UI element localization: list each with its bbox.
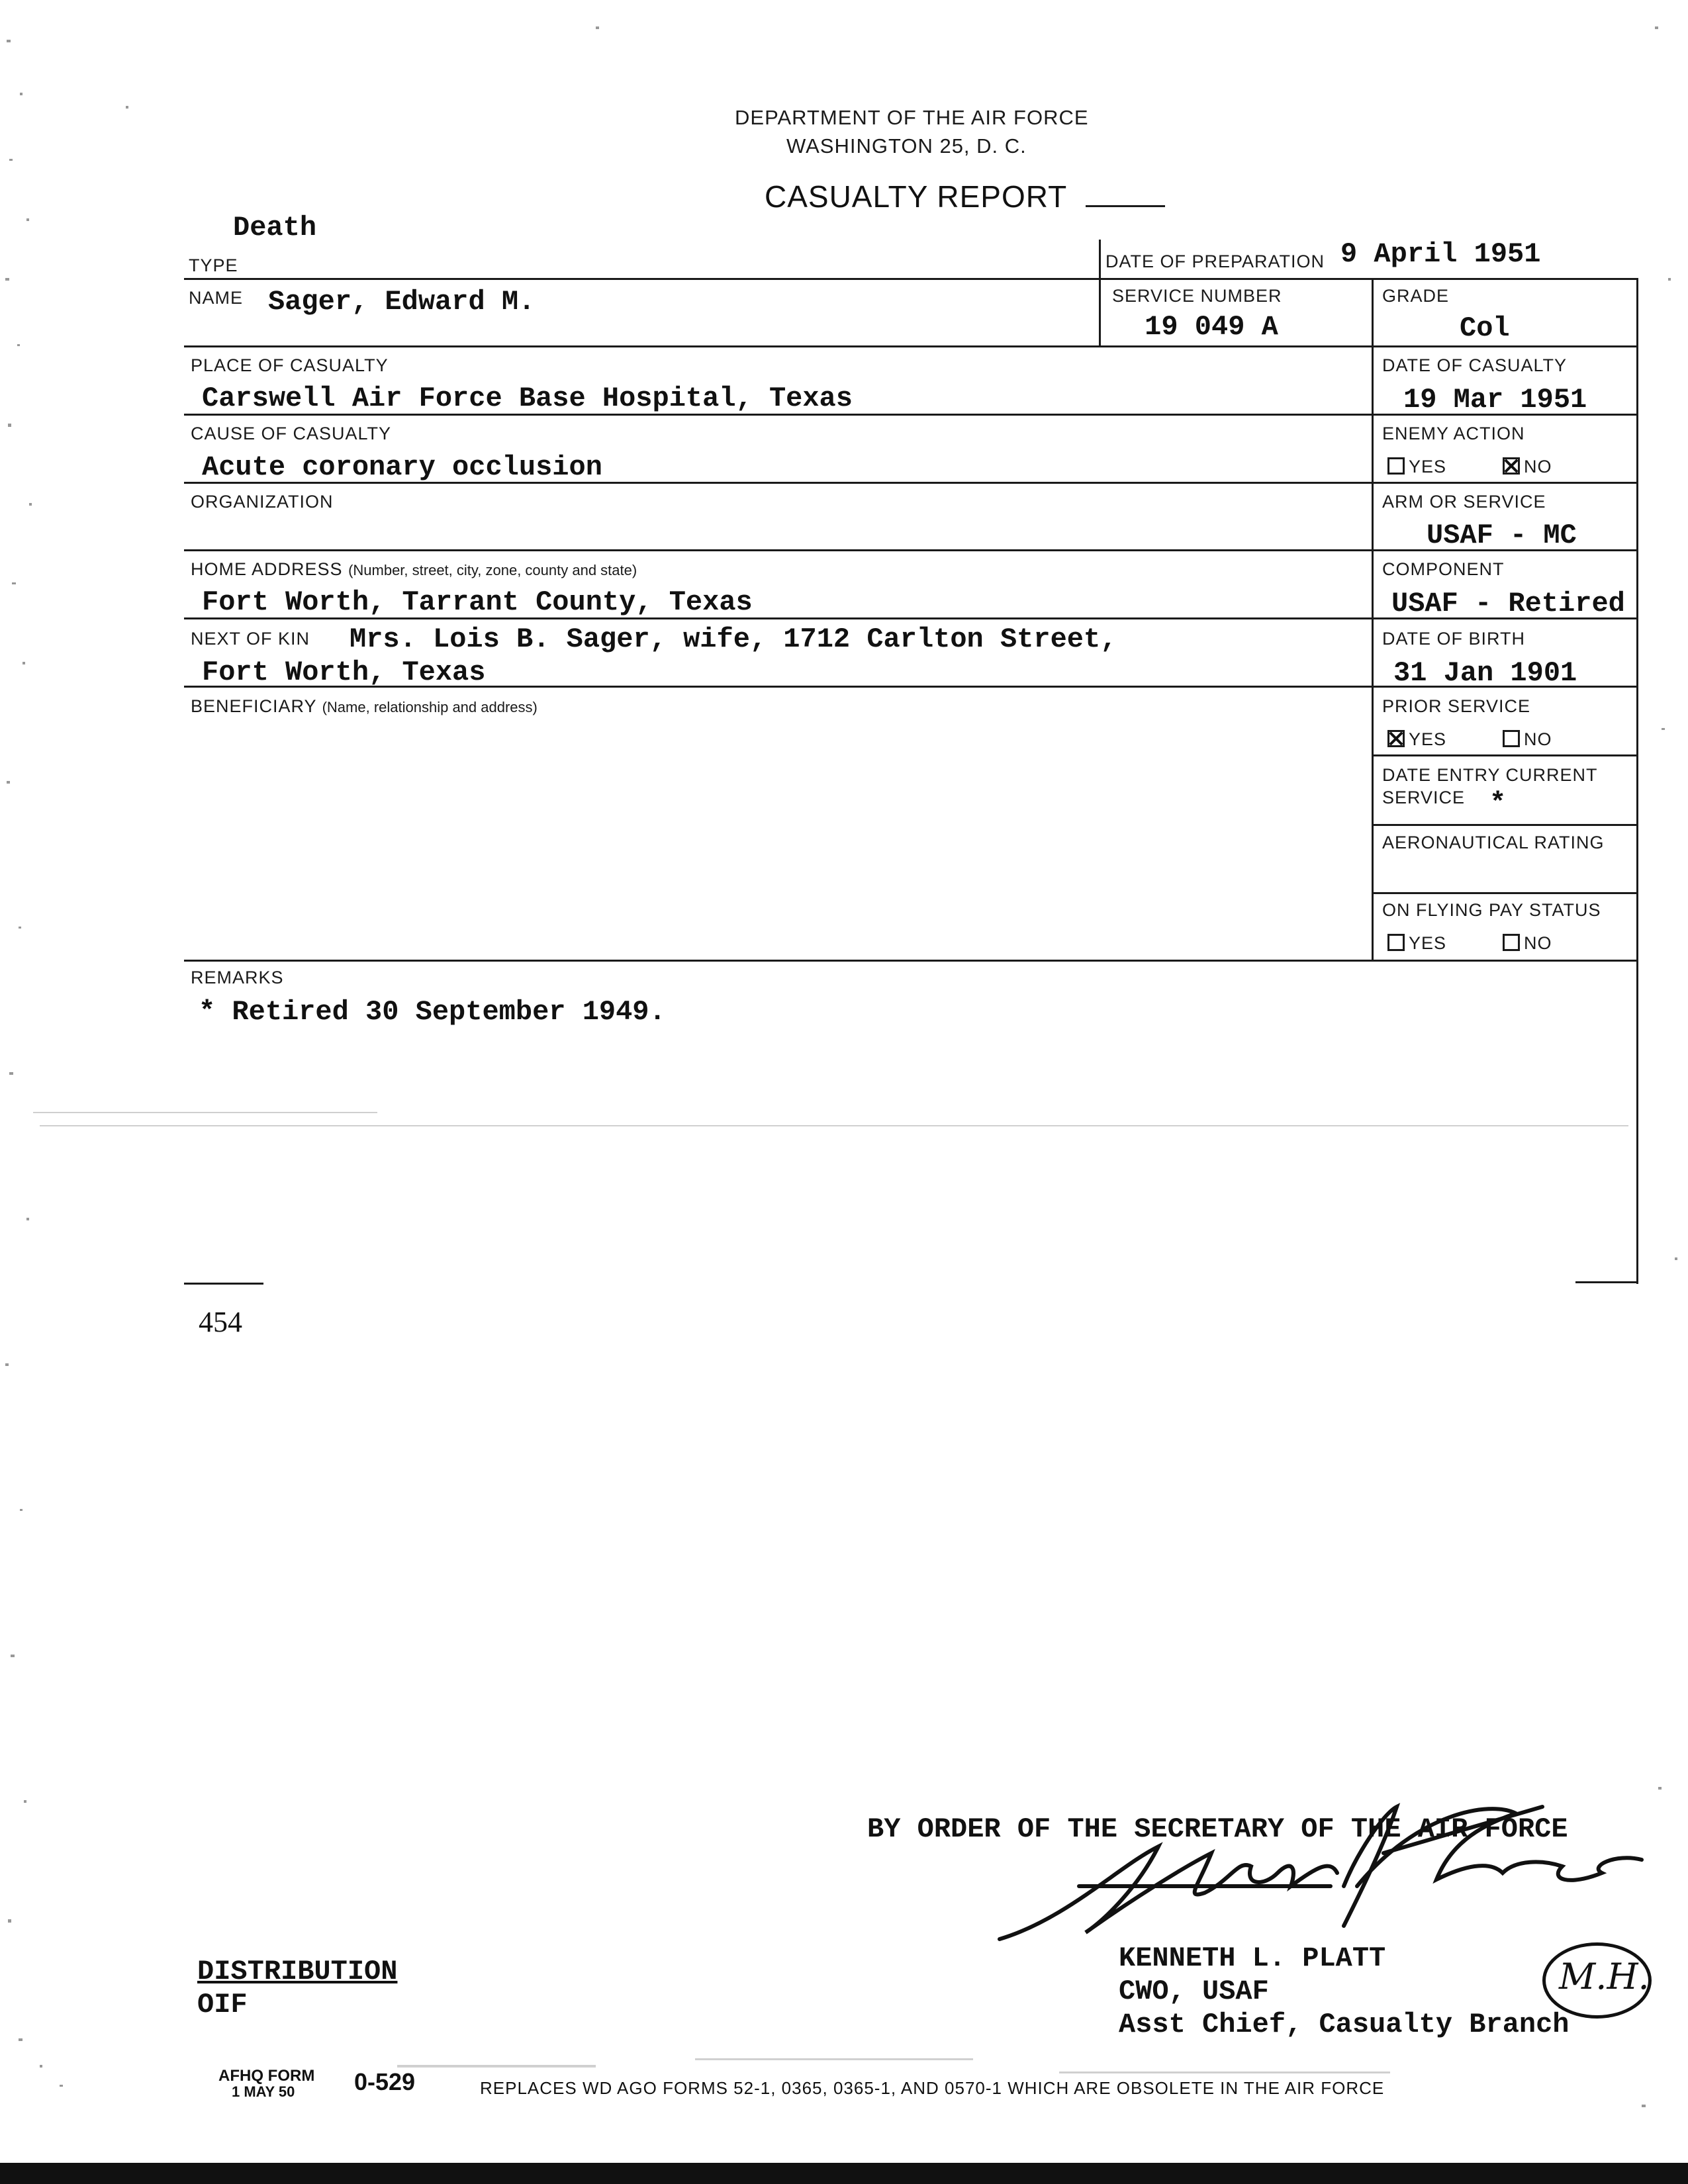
enemy-action-label: ENEMY ACTION bbox=[1382, 424, 1525, 443]
department-heading: DEPARTMENT OF THE AIR FORCE bbox=[735, 106, 1089, 129]
date-of-preparation-label: DATE OF PREPARATION bbox=[1105, 251, 1325, 271]
component-value: USAF - Retired bbox=[1391, 588, 1625, 619]
date-entry-current-service-label-1: DATE ENTRY CURRENT bbox=[1382, 765, 1598, 785]
form-top-border bbox=[184, 278, 1637, 280]
name-label: NAME bbox=[189, 288, 244, 308]
prior-service-no: NO bbox=[1503, 729, 1552, 750]
home-address-value: Fort Worth, Tarrant County, Texas bbox=[202, 586, 753, 618]
remarks-top-border bbox=[184, 960, 1637, 962]
arm-or-service-value: USAF - MC bbox=[1427, 520, 1577, 551]
prior-service-yes: YES bbox=[1387, 729, 1446, 750]
type-label: TYPE bbox=[189, 255, 238, 275]
location-heading: WASHINGTON 25, D. C. bbox=[786, 134, 1027, 158]
organization-label: ORGANIZATION bbox=[191, 492, 334, 512]
date-of-casualty-value: 19 Mar 1951 bbox=[1403, 384, 1587, 416]
enemy-action-yes-checkbox bbox=[1387, 457, 1405, 475]
date-entry-current-service-label-2: SERVICE bbox=[1382, 788, 1466, 807]
flying-pay-status-label: ON FLYING PAY STATUS bbox=[1382, 900, 1601, 920]
grade-value: Col bbox=[1460, 312, 1510, 344]
signature bbox=[986, 1787, 1648, 1959]
form-number: 0-529 bbox=[354, 2068, 416, 2095]
cause-of-casualty-label: CAUSE OF CASUALTY bbox=[191, 424, 392, 443]
next-of-kin-line2: Fort Worth, Texas bbox=[202, 657, 486, 688]
enemy-action-yes: YES bbox=[1387, 457, 1446, 477]
page-number: 454 bbox=[199, 1306, 242, 1338]
cause-of-casualty-value: Acute coronary occlusion bbox=[202, 451, 602, 483]
flying-pay-yes: YES bbox=[1387, 933, 1446, 954]
enemy-action-no: NO bbox=[1503, 457, 1552, 477]
flying-pay-yes-checkbox bbox=[1387, 934, 1405, 951]
component-label: COMPONENT bbox=[1382, 559, 1505, 579]
form-designation-line1: AFHQ FORM bbox=[218, 2067, 315, 2085]
place-of-casualty-value: Carswell Air Force Base Hospital, Texas bbox=[202, 383, 853, 414]
scan-edge bbox=[0, 2163, 1688, 2184]
beneficiary-label: BENEFICIARY (Name, relationship and address) bbox=[191, 696, 538, 716]
prior-service-no-checkbox bbox=[1503, 730, 1520, 747]
date-of-birth-value: 31 Jan 1901 bbox=[1393, 657, 1577, 689]
form-designation-line2: 1 MAY 50 bbox=[232, 2083, 295, 2100]
by-order-line: BY ORDER OF THE SECRETARY OF THE AIR FORCE bbox=[867, 1813, 1568, 1845]
name-value: Sager, Edward M. bbox=[268, 286, 536, 318]
home-address-label: HOME ADDRESS (Number, street, city, zone, county and state) bbox=[191, 559, 637, 579]
signer-name: KENNETH L. PLATT bbox=[1119, 1942, 1386, 1974]
service-number-value: 19 049 A bbox=[1145, 311, 1278, 343]
signer-rank: CWO, USAF bbox=[1119, 1976, 1269, 2007]
grade-label: GRADE bbox=[1382, 286, 1450, 306]
next-of-kin-line1: Mrs. Lois B. Sager, wife, 1712 Carlton Street, bbox=[350, 623, 1117, 655]
distribution-value: OIF bbox=[197, 1989, 248, 2021]
arm-or-service-label: ARM OR SERVICE bbox=[1382, 492, 1546, 512]
distribution-heading: DISTRIBUTION bbox=[197, 1956, 398, 1987]
date-of-birth-label: DATE OF BIRTH bbox=[1382, 629, 1526, 649]
date-of-casualty-label: DATE OF CASUALTY bbox=[1382, 355, 1568, 375]
signer-title: Asst Chief, Casualty Branch bbox=[1119, 2009, 1570, 2040]
prior-service-yes-checkbox-checked bbox=[1387, 730, 1405, 747]
remarks-value: * Retired 30 September 1949. bbox=[199, 996, 666, 1028]
enemy-action-no-checkbox-checked bbox=[1503, 457, 1520, 475]
place-of-casualty-label: PLACE OF CASUALTY bbox=[191, 355, 389, 375]
date-entry-current-service-value: * bbox=[1489, 788, 1507, 819]
prior-service-label: PRIOR SERVICE bbox=[1382, 696, 1531, 716]
next-of-kin-label: NEXT OF KIN bbox=[191, 629, 310, 649]
flying-pay-no: NO bbox=[1503, 933, 1552, 954]
service-number-label: SERVICE NUMBER bbox=[1112, 286, 1282, 306]
report-title: CASUALTY REPORT bbox=[765, 179, 1068, 214]
form-right-border bbox=[1636, 278, 1638, 1284]
initials: M.H. bbox=[1559, 1956, 1650, 1997]
replaces-notice: REPLACES WD AGO FORMS 52-1, 0365, 0365-1, AND 0570-1 WHICH ARE OBSOLETE IN THE AIR FORCE bbox=[480, 2078, 1385, 2098]
remarks-label: REMARKS bbox=[191, 968, 284, 987]
aeronautical-rating-label: AERONAUTICAL RATING bbox=[1382, 833, 1605, 852]
date-of-preparation-value: 9 April 1951 bbox=[1340, 238, 1541, 270]
flying-pay-no-checkbox bbox=[1503, 934, 1520, 951]
type-value: Death bbox=[233, 212, 317, 244]
